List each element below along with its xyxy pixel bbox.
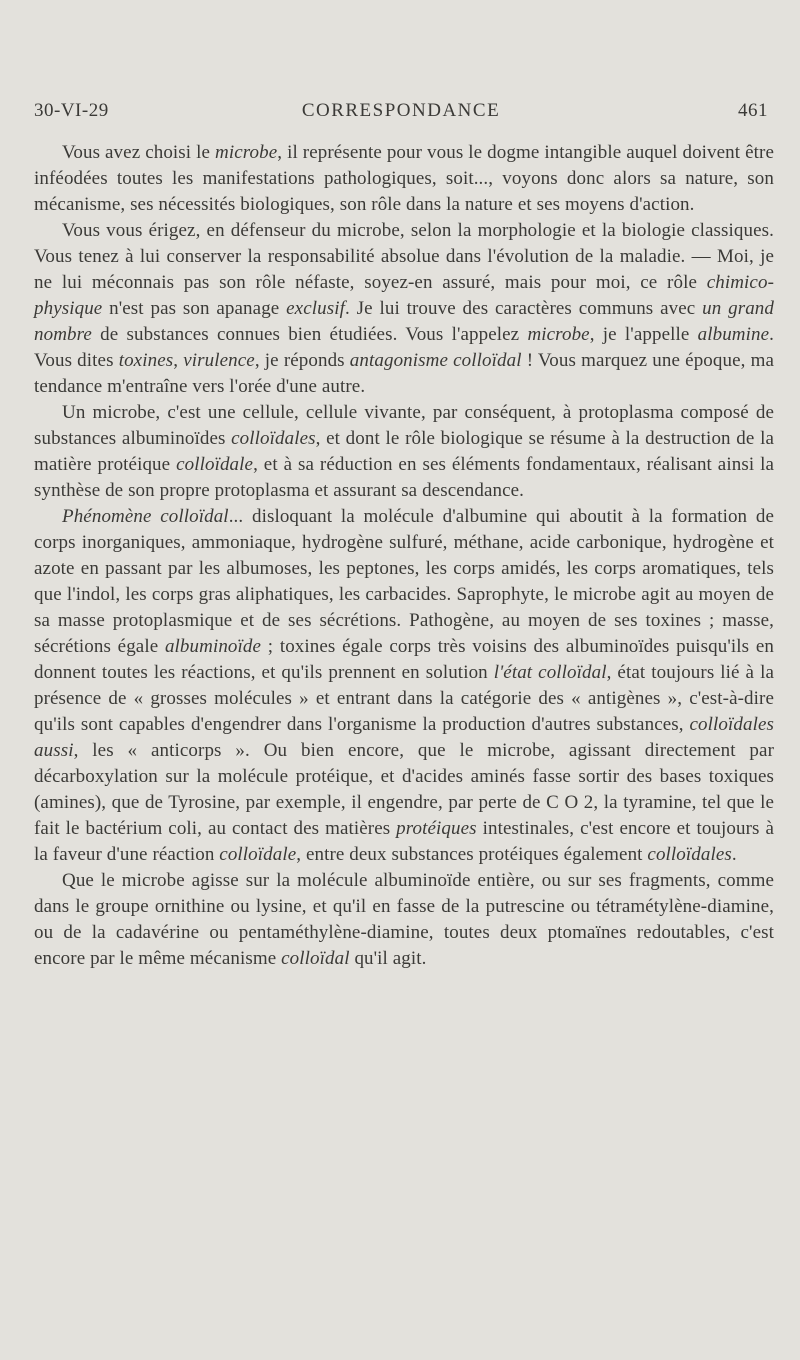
paragraph [34,504,774,868]
paragraph [34,868,774,972]
italic-text: un grand nombre [34,298,774,345]
text-run: . Vous dites [34,324,774,371]
text-run: Vous avez choisi le [62,142,216,163]
text-run: , les « anticorps ». Ou bien encore, que le microbe, agissant directement par décarboxylation sur la molécule protéique, et d'acides aminés fasse sortir des bases toxiques (amines), que de Tyrosine, par exemple, il engendre, par perte de C O 2, la tyramine, tel que le fait le bactérium coli, au contact des matières [34,740,774,839]
italic-text: virulence [183,350,255,371]
header-date: 30-VI-29 [34,100,109,121]
paragraph [34,400,774,504]
italic-text: microbe [215,142,278,163]
text-run: , je réponds [254,350,350,371]
text-run: Un microbe, c'est une cellule, cellule vivante, par conséquent, à protoplasma composé de substances albuminoïdes [34,402,774,449]
text-run: . Je lui trouve des caractères communs avec [344,298,703,319]
text-run: ! Vous marquez une époque, ma tendance m'entraîne vers l'orée d'une autre. [34,350,775,397]
italic-text: colloïdale [176,454,254,475]
text-run: , et à sa réduction en ses éléments fondamentaux, réalisant ainsi la synthèse de son propre protoplasma et assurant sa descendance. [34,454,774,501]
italic-text: protéiques [396,818,477,839]
header-title: CORRESPONDANCE [301,100,501,121]
text-run: de substances connues bien étudiées. Vous l'appelez [91,324,528,345]
text-run: , je l'appelle [589,324,698,345]
running-header [34,100,768,128]
text-run: , entre deux substances protéiques également [296,844,648,865]
text-run: Que le microbe agisse sur la molécule albuminoïde entière, ou sur ses fragments, comme dans le groupe ornithine ou lysine, et qu'il en fasse de la putrescine ou tétramétylène-diamine, ou de la cadavérine ou pentaméthylène-diamine, toutes deux ptomaïnes redoutables, c'est encore par le même mécanisme [34,870,774,969]
italic-text: antagonisme colloïdal [349,350,522,371]
italic-text: colloïdale [219,844,297,865]
text-run: . [731,844,737,865]
page-number: 461 [738,100,768,121]
italic-text: albumine [697,324,770,345]
text-run: , il représente pour vous le dogme intangible auquel doivent être inféodées toutes les manifestations pathologiques, soit..., voyons donc alors sa nature, son mécanisme, ses nécessités biologiques, son rôle dans la nature et ses moyens d'action. [34,142,774,215]
italic-text: colloïdal [281,948,350,969]
italic-text: colloïdales [647,844,732,865]
italic-text: toxines [118,350,174,371]
italic-text: chimico-physique [34,272,774,319]
text-run: Vous vous érigez, en défenseur du microbe, selon la morphologie et la biologie classiques. Vous tenez à lui conserver la responsabilité absolue dans l'évolution de la maladie. — Moi, je ne lui méconnais pas son rôle néfaste, soyez-en assuré, mais pour moi, ce rôle [34,220,774,293]
italic-text: exclusif [286,298,345,319]
text-run: ... disloquant la molécule d'albumine qui aboutit à la formation de corps inorganiques, ammoniaque, hydrogène sulfuré, méthane, acide carbonique, hydrogène et azote en passant par les albumoses, les peptones, les corps amidés, les corps aromatiques, tels que l'indol, les corps gras aliphatiques, les carbacides. Saprophyte, le microbe agit au moyen de sa masse protoplasmique et de ses sécrétions. Pathogène, au moyen de ses toxines ; masse, sécrétions égale [34,506,775,657]
italic-text: l'état colloïdal [493,662,607,683]
text-run: ; toxines égale corps très voisins des albuminoïdes puisqu'ils en donnent toutes les réactions, et qu'ils prennent en solution [34,636,774,683]
italic-text: colloïdales aussi [34,714,774,761]
italic-text: albuminoïde [164,636,262,657]
text-run: qu'il agit. [349,948,427,969]
italic-text: Phénomène colloïdal [62,506,229,527]
paragraph [34,218,774,400]
text-run: n'est pas son apanage [102,298,287,319]
italic-text: colloïdales [231,428,316,449]
body-text [34,140,774,972]
paragraph [34,140,774,218]
text-run: , [173,350,184,371]
text-run: , et dont le rôle biologique se résume à la destruction de la matière protéique [34,428,774,475]
italic-text: microbe [527,324,590,345]
text-run: intestinales, c'est encore et toujours à la faveur d'une réaction [34,818,774,865]
text-run: , état toujours lié à la présence de « grosses molécules » et entrant dans la catégorie des « antigènes », c'est-à-dire qu'ils sont capables d'engendrer dans l'organisme la production d'autres substances, [34,662,774,735]
